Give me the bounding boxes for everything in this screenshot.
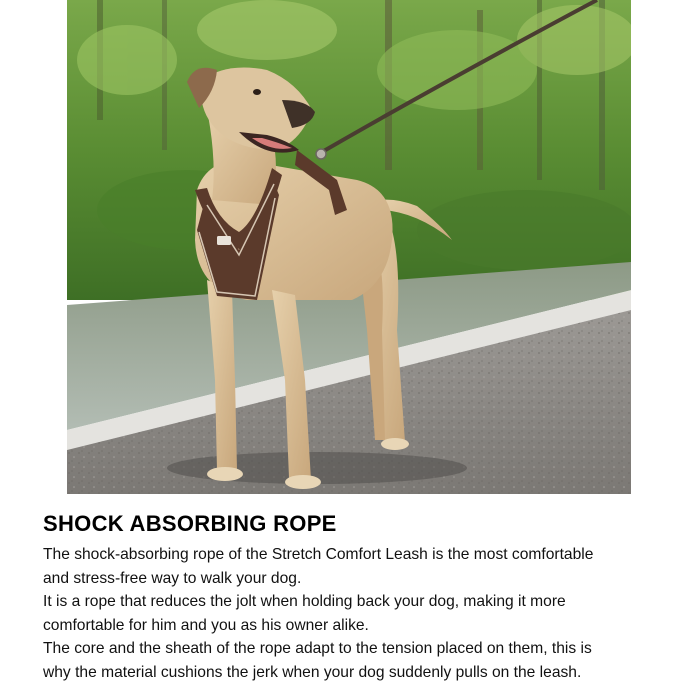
body-line: It is a rope that reduces the jolt when holding back your dog, making it more [43,593,566,610]
body-line: comfortable for him and you as his owner alike. [43,616,369,634]
leash-clip [316,149,326,159]
section-heading: SHOCK ABSORBING ROPE [43,511,337,536]
product-photo [67,0,631,494]
body-line: and stress-free way to walk your dog. [43,569,302,587]
section-body [43,543,673,684]
body-line: why the material cushions the jerk when your dog suddenly pulls on the leash. [43,663,582,681]
harness-logo [217,236,231,245]
dog-photo [67,0,631,494]
body-line: The shock-absorbing rope of the Stretch Comfort Leash is the most comfortable [43,546,594,563]
body-line: The core and the sheath of the rope adapt to the tension placed on them, this is [43,640,592,657]
